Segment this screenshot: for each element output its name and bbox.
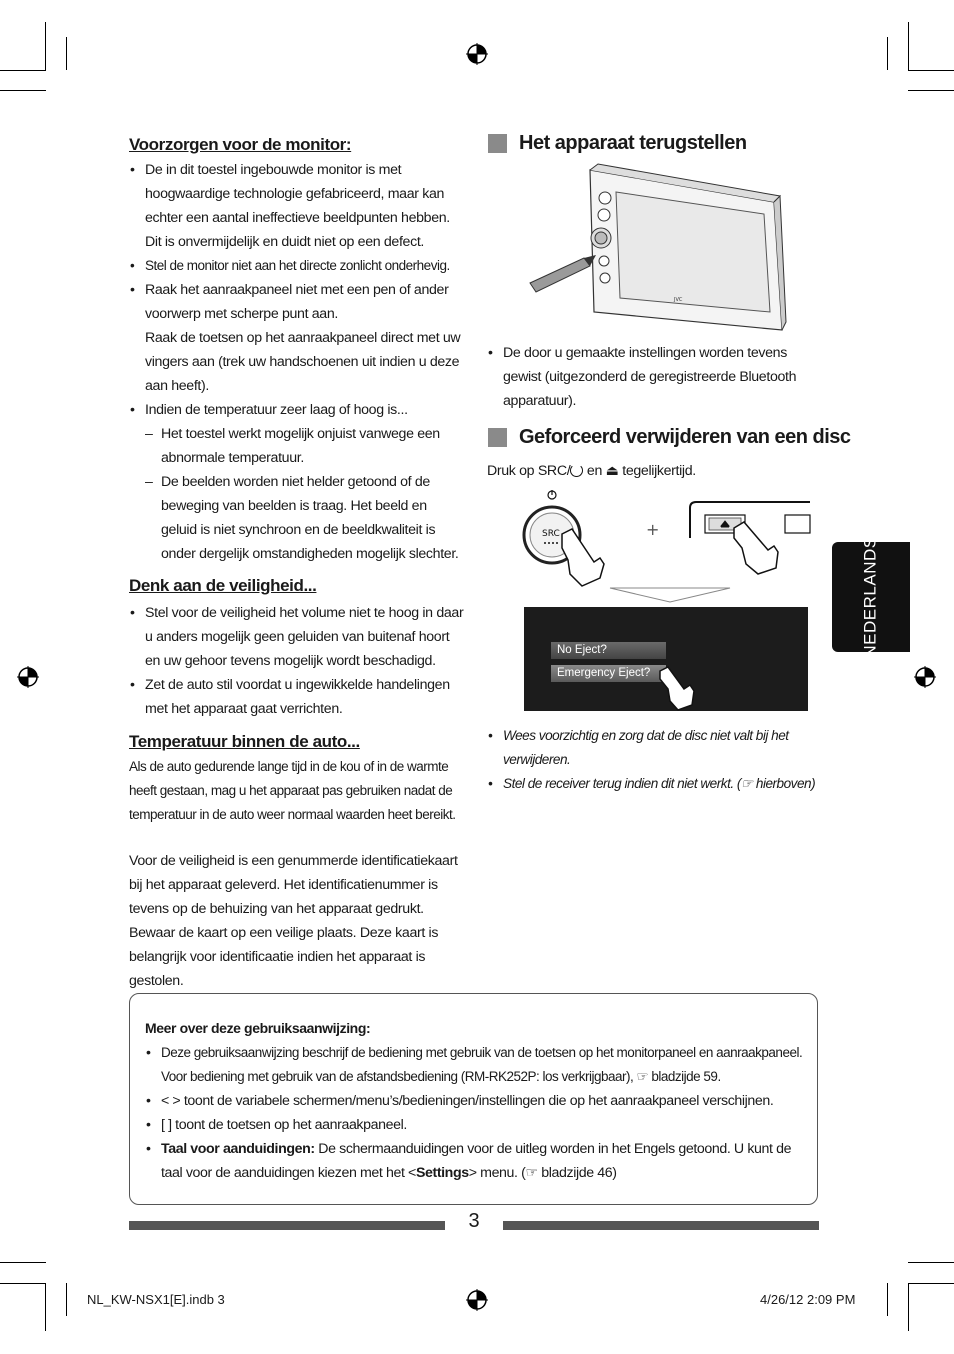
src-label: SRC (542, 529, 560, 539)
list-item: • Deze gebruiksaanwijzing beschrijf de bediening met gebruik van de toetsen op het monitorpaneel en aanraakpaneel. Voor bediening met gebruik van de afstandsbediening (RM-RK252P: los verkrijgbaar), ☞ bladzijde 59. (145, 1041, 810, 1089)
reset-heading (488, 132, 747, 155)
left-column (129, 133, 465, 993)
page-bar-right (503, 1221, 819, 1230)
registration-mark-icon (466, 1289, 488, 1311)
registration-mark-icon (914, 666, 936, 688)
reset-list (487, 341, 809, 413)
registration-mark-icon (466, 43, 488, 65)
list-item-text: • Indien de temperatuur zeer laag of hoog is... (145, 402, 408, 418)
list-item: • Stel de receiver terug indien dit niet werkt. (☞ hierboven) (487, 772, 817, 796)
no-eject-button[interactable]: No Eject? (551, 642, 666, 659)
footer-date: 4/26/12 2:09 PM (760, 1292, 856, 1307)
temperature-heading: Temperatuur binnen de auto... (129, 732, 360, 751)
list-item: • Wees voorzichtig en zorg dat de disc niet valt bij het verwijderen. (487, 724, 817, 772)
eject-notes (487, 724, 817, 796)
sub-list-item: – De beelden worden niet helder getoond of de beweging van beelden is traag. Het beeld en geluid is niet synchroon en de beeldkwaliteit is onder dergelijk omstandigheden mogelijk slechter. (145, 470, 465, 566)
power-icon (570, 464, 583, 477)
page-bar-left (129, 1221, 445, 1230)
eject-heading-text: Geforceerd verwijderen van een disc (519, 426, 851, 448)
eject-heading (488, 426, 851, 449)
reset-notes (487, 341, 809, 413)
device-logo: JVC (674, 297, 683, 303)
section-square-icon (488, 134, 507, 153)
section-square-icon (488, 428, 507, 447)
list-item: • De in dit toestel ingebouwde monitor is met hoogwaardige technologie gefabriceerd, maar kan echter een aantal ineffectieve beeldpunten hebben. Dit is onvermijdelijk en duidt niet op een defect. (129, 158, 465, 254)
list-item-text: Raak de toetsen op het aanraakpaneel direct met uw vingers aan (trek uw handschoenen uit indien u deze aan heeft). (145, 330, 461, 394)
info-box (129, 993, 818, 1205)
list-item: • Taal voor aanduidingen: De schermaanduidingen voor de uitleg worden in het Engels getoond. U kunt de taal voor de aanduidingen kiezen met het <Settings> menu. (☞ bladzijde 46) (145, 1137, 810, 1185)
reset-heading-text: Het apparaat terugstellen (519, 132, 747, 154)
registration-mark-icon (17, 666, 39, 688)
pointing-hand-icon (656, 665, 712, 711)
list-item: • Stel voor de veiligheid het volume niet te hoog in daar u anders mogelijk geen geluiden van buitenaf hoort en uw gehoor tevens mogelijk wordt beschadigd. (129, 601, 465, 673)
eject-notes-list (487, 724, 817, 796)
id-card-text: Voor de veiligheid is een genummerde identificatiekaart bij het apparaat geleverd. Het identificatienummer is tevens op de behuizing van het apparaat gedrukt. Bewaar de kaart op een veilige plaats. Deze kaart is belangrijk voor identificaatie indien het apparaat is gestolen. (129, 853, 458, 989)
safety-list (129, 601, 465, 721)
info-box-title: Meer over deze gebruiksaanwijzing: (145, 1020, 371, 1036)
safety-heading: Denk aan de veiligheid... (129, 576, 317, 595)
list-item: • Zet de auto stil voordat u ingewikkelde handelingen met het apparaat gaat verrichten. (129, 673, 465, 721)
footer-file: NL_KW-NSX1[E].indb 3 (87, 1292, 225, 1307)
eject-buttons-illustration (520, 488, 812, 606)
plus-sign: + (646, 520, 660, 539)
info-box-list (145, 1041, 810, 1185)
device-reset-illustration (524, 162, 788, 332)
list-item-text: • Raak het aanraakpaneel niet met een pen of ander voorwerp met scherpe punt aan. (145, 282, 449, 322)
list-item: • < > toont de variabele schermen/menu’s/bedieningen/instellingen die op het aanraakpaneel verschijnen. (145, 1089, 810, 1113)
sub-list (145, 422, 465, 566)
eject-instruction: Druk op SRC/ en ⏏ tegelijkertijd. (487, 463, 696, 479)
eject-icon: ⏏ (605, 463, 619, 479)
monitor-heading: Voorzorgen voor de monitor: (129, 135, 352, 154)
list-item: • De door u gemaakte instellingen worden tevens gewist (uitgezonderd de geregistreerde Bluetooth apparatuur). (487, 341, 809, 413)
list-item (129, 398, 465, 566)
list-item: • Stel de monitor niet aan het directe zonlicht onderhevig. (129, 254, 465, 278)
list-item: • [ ] toont de toetsen op het aanraakpaneel. (145, 1113, 810, 1137)
emergency-eject-screen (524, 607, 808, 711)
temperature-text: Als de auto gedurende lange tijd in de kou of in de warmte heeft gestaan, mag u het apparaat pas gebruiken nadat de temperatuur in de auto weer normaal waarden heet bereikt. (129, 759, 456, 822)
list-item (129, 278, 465, 398)
language-tab-label: NEDERLANDS (861, 536, 881, 658)
info-box-content (145, 1016, 810, 1185)
monitor-list (129, 158, 465, 566)
emergency-eject-button[interactable]: Emergency Eject? (551, 665, 666, 682)
sub-list-item: – Het toestel werkt mogelijk onjuist vanwege een abnormale temperatuur. (145, 422, 465, 470)
page-number: 3 (468, 1210, 480, 1232)
